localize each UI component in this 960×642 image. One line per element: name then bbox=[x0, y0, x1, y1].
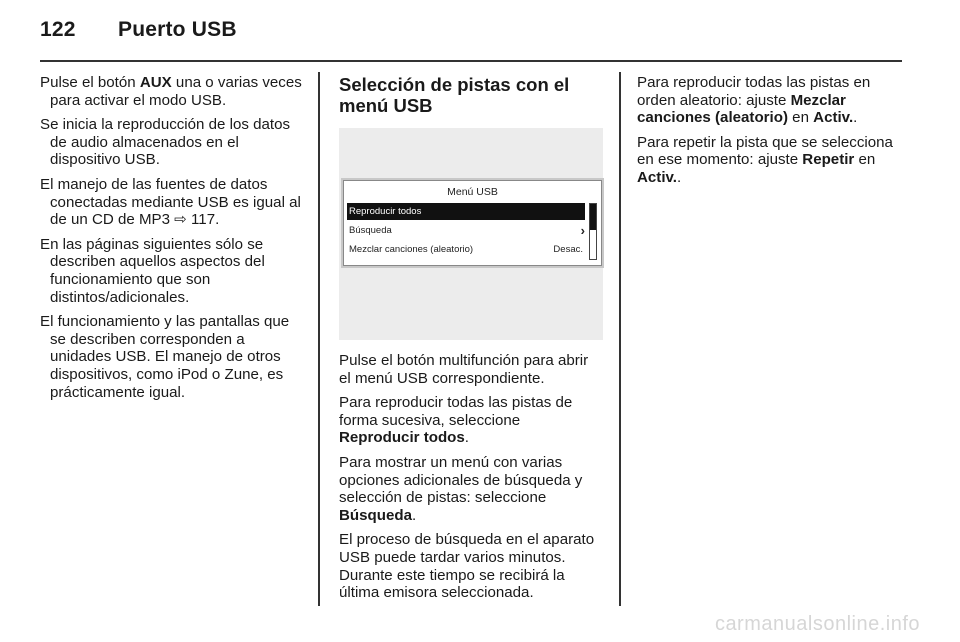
section-heading: Selección de pistas con el menú USB bbox=[339, 74, 570, 116]
page-title: Puerto USB bbox=[118, 18, 237, 41]
menu-item-busqueda: Búsqueda › bbox=[349, 223, 585, 238]
chevron-right-icon: › bbox=[580, 223, 585, 238]
page-number: 122 bbox=[40, 18, 76, 41]
shuffle-value: Desac. bbox=[553, 244, 583, 255]
paragraph-search-time: El proceso de búsqueda en el aparato USB puede tardar varios minutos. Durante este tiempo se recibirá la última emisora seleccionada. bbox=[339, 531, 595, 602]
watermark: carmanualsonline.info bbox=[714, 613, 920, 635]
menu-scrollbar bbox=[589, 203, 597, 260]
paragraph-playback: Se inicia la reproducción de los datos de audio almacenados en el dispositivo USB. bbox=[40, 116, 291, 169]
paragraph-search: Para mostrar un menú con varias opciones adicionales de búsqueda y selección de pistas: seleccione Búsqueda. bbox=[339, 453, 583, 524]
usb-menu-title: Menú USB bbox=[447, 186, 498, 198]
column-1 bbox=[40, 74, 302, 408]
paragraph-following-pages: En las páginas siguientes sólo se describen aquellos aspectos del funcionamiento que son distintos/adicionales. bbox=[40, 235, 265, 306]
menu-item-mezclar: Mezclar canciones (aleatorio) Desac. bbox=[347, 241, 585, 258]
aux-button-label: AUX bbox=[139, 74, 172, 91]
usb-menu-screen bbox=[343, 180, 602, 266]
paragraph-aux: Pulse el botón AUX una o varias veces para activar el modo USB. bbox=[40, 74, 302, 109]
paragraph-operation: El funcionamiento y las pantallas que se describen corresponden a unidades USB. El manejo de otros dispositivos, como iPod o Zune, es prácticamente igual. bbox=[40, 313, 290, 401]
column-divider bbox=[318, 72, 320, 606]
paragraph-play-all: Para reproducir todas las pistas de forma sucesiva, seleccione Reproducir todos. bbox=[339, 394, 573, 447]
column-2 bbox=[339, 74, 603, 609]
usb-menu-figure bbox=[339, 128, 603, 340]
paragraph-shuffle: Para reproducir todas las pistas en orden aleatorio: ajuste Mezclar canciones (aleatorio) en Activ.. bbox=[637, 74, 871, 127]
scrollbar-thumb bbox=[590, 204, 596, 230]
column-3 bbox=[637, 74, 899, 194]
header-rule bbox=[40, 60, 902, 62]
paragraph-open-menu: Pulse el botón multifunción para abrir el menú USB correspondiente. bbox=[339, 352, 589, 387]
paragraph-sources: El manejo de las fuentes de datos conectadas mediante USB es igual al de un CD de MP3 ⇨ 117. bbox=[40, 175, 301, 229]
paragraph-repeat: Para repetir la pista que se selecciona en ese momento: ajuste Repetir en Activ.. bbox=[637, 133, 893, 186]
menu-item-reproducir-todos: Reproducir todos bbox=[347, 203, 585, 220]
column-divider-2 bbox=[619, 72, 621, 606]
page-ref-icon: ⇨ bbox=[174, 211, 187, 229]
page-header bbox=[40, 18, 237, 42]
